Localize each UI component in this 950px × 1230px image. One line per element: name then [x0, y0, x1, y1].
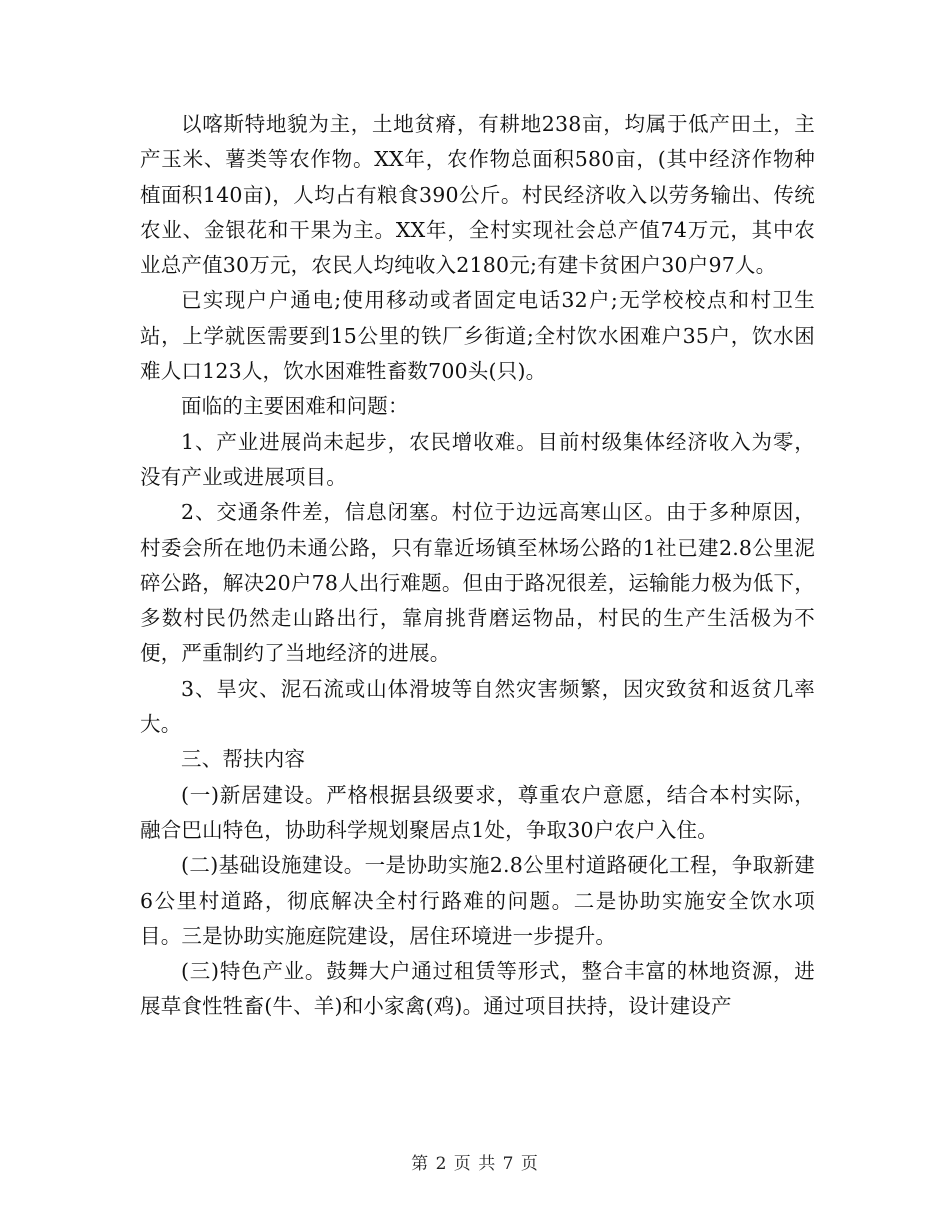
paragraph-problem-disasters: 3、旱灾、泥石流或山体滑坡等自然灾害频繁，因灾致贫和返贫几率大。	[140, 676, 815, 737]
paragraph-special-industry: (三)特色产业。鼓舞大户通过租赁等形式，整合丰富的林地资源，进展草食性牲畜(牛、羊)和小家禽(鸡)。通过项目扶持，设计建设产	[140, 959, 815, 1019]
paragraph-problem-industry: 1、产业进展尚未起步，农民增收难。目前村级集体经济收入为零，没有产业或进展项目。	[140, 429, 815, 489]
page-number-footer: 第 2 页 共 7 页	[411, 1154, 539, 1174]
section-heading-assistance: 三、帮扶内容	[181, 747, 306, 772]
paragraph-problems-heading: 面临的主要困难和问题：	[181, 394, 409, 419]
paragraph-land-overview: 以喀斯特地貌为主，土地贫瘠，有耕地238亩，均属于低产田土，主产玉米、薯类等农作物。XX年，农作物总面积580亩，(其中经济作物种植面积140亩)，人均占有粮食390公斤。村民经济收入以劳务输出、传统农业、金银花和干果为主。XX年，全村实现社会总产值74万元，其中农业总产值30万元，农民人均纯收入2180元;有建卡贫困户30户97人。	[140, 112, 815, 278]
paragraph-problem-transport: 2、交通条件差，信息闭塞。村位于边远高寒山区。由于多种原因，村委会所在地仍未通公路，只有靠近场镇至林场公路的1社已建2.8公里泥碎公路，解决20户78人出行难题。但由于路况很差，运输能力极为低下，多数村民仍然走山路出行，靠肩挑背磨运物品，村民的生产生活极为不便，严重制约了当地经济的进展。	[140, 500, 815, 666]
paragraph-new-housing: (一)新居建设。严格根据县级要求，尊重农户意愿，结合本村实际，融合巴山特色，协助科学规划聚居点1处，争取30户农户入住。	[140, 782, 815, 842]
paragraph-infrastructure-status: 已实现户户通电;使用移动或者固定电话32户;无学校校点和村卫生站，上学就医需要到15公里的铁厂乡街道;全村饮水困难户35户，饮水困难人口123人，饮水困难牲畜数700头(只)。	[140, 288, 815, 384]
document-body	[140, 107, 815, 1025]
paragraph-infrastructure-construction: (二)基础设施建设。一是协助实施2.8公里村道路硬化工程，争取新建6公里村道路，彻底解决全村行路难的问题。二是协助实施安全饮水项目。三是协助实施庭院建设，居住环境进一步提升。	[140, 853, 815, 948]
